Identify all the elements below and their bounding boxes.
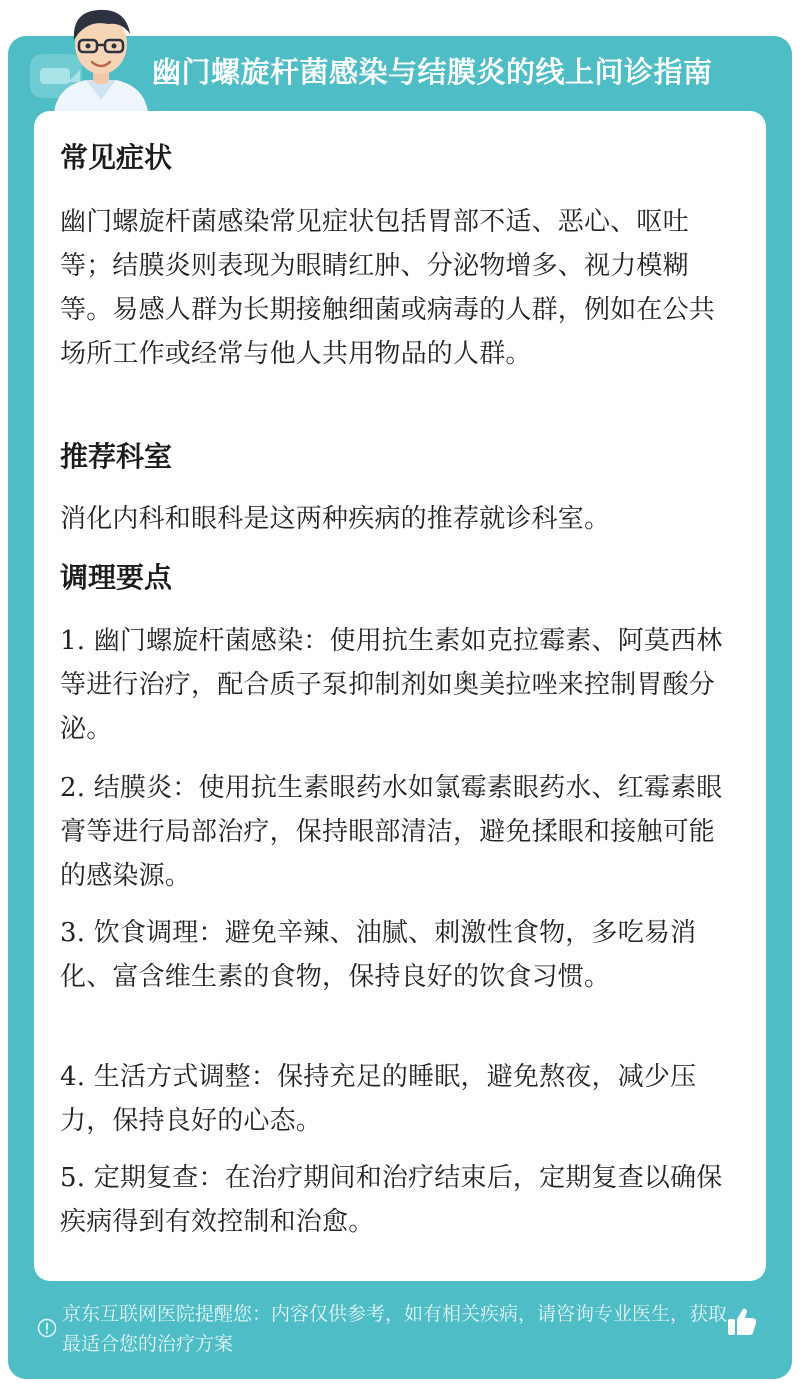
list-item-text: 生活方式调整：保持充足的睡眠，避免熬夜，减少压力，保持良好的心态。	[60, 1062, 697, 1136]
list-item-number: 1.	[60, 626, 86, 656]
doctor-avatar	[46, 0, 156, 112]
page-title: 幽门螺旋杆菌感染与结膜炎的线上问诊指南	[152, 55, 713, 89]
list-item-number: 5.	[60, 1163, 86, 1193]
thumbs-up-icon[interactable]	[724, 1304, 760, 1340]
list-item-text: 幽门螺旋杆菌感染：使用抗生素如克拉霉素、阿莫西林等进行治疗，配合质子泵抑制剂如奥美拉唑来控制胃酸分泌。	[60, 626, 723, 744]
departments-paragraph: 消化内科和眼科是这两种疾病的推荐就诊科室。	[60, 504, 611, 534]
section-heading-care: 调理要点	[60, 561, 173, 594]
list-item	[60, 1156, 730, 1244]
section-heading-symptoms: 常见症状	[60, 141, 173, 174]
list-item-text: 结膜炎：使用抗生素眼药水如氯霉素眼药水、红霉素眼膏等进行局部治疗，保持眼部清洁，避免揉眼和接触可能的感染源。	[60, 773, 723, 891]
list-item-number: 4.	[60, 1062, 86, 1092]
symptoms-paragraph: 幽门螺旋杆菌感染常见症状包括胃部不适、恶心、呕吐等；结膜炎则表现为眼睛红肿、分泌物增多、视力模糊等。易感人群为长期接触细菌或病毒的人群，例如在公共场所工作或经常与他人共用物品的人群。	[60, 207, 716, 369]
list-item	[60, 1055, 730, 1143]
list-item-text: 饮食调理：避免辛辣、油腻、刺激性食物，多吃易消化、富含维生素的食物，保持良好的饮食习惯。	[60, 918, 697, 992]
list-item	[60, 911, 730, 999]
list-item-text: 定期复查：在治疗期间和治疗结束后，定期复查以确保疾病得到有效控制和治愈。	[60, 1163, 723, 1237]
info-icon	[37, 1318, 57, 1338]
section-heading-departments: 推荐科室	[60, 440, 173, 473]
list-item	[60, 766, 730, 898]
list-item-number: 2.	[60, 773, 86, 803]
list-item-number: 3.	[60, 918, 86, 948]
disclaimer-text: 京东互联网医院提醒您：内容仅供参考，如有相关疾病，请咨询专业医生，获取最适合您的治疗方案	[62, 1303, 728, 1355]
list-item	[60, 619, 730, 751]
